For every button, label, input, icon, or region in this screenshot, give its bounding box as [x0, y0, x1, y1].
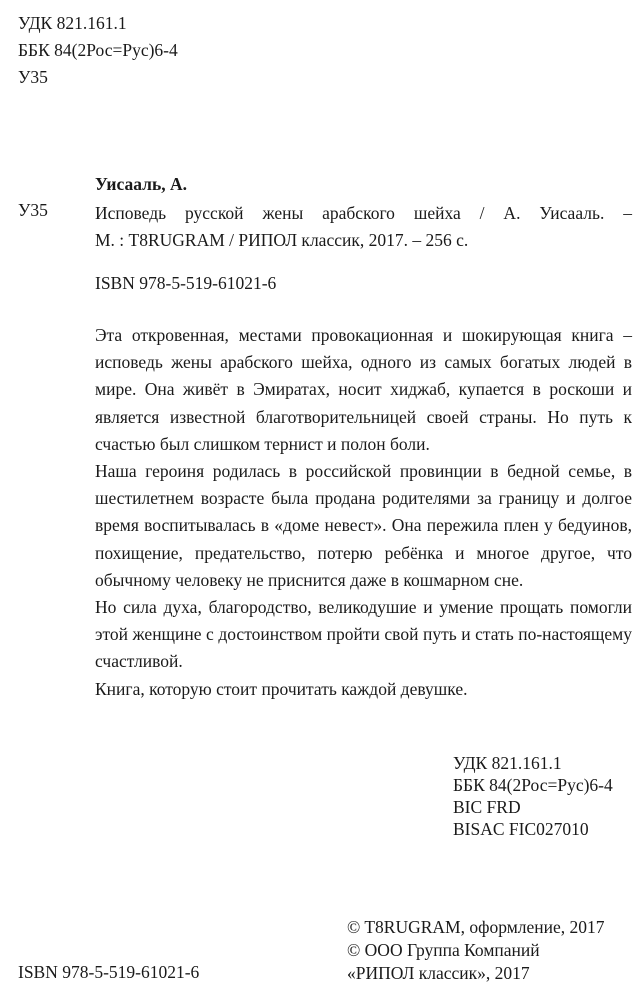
bic-code: BIC FRD [453, 797, 521, 817]
annotation-paragraph-2: Наша героиня родилась в российской провинции в бедной семье, в шестилетнем возрасте была продана родителями за границу и долгое время воспитывалась в «доме невест». Она пережила плен у бедуинов, похищение, предательство, потерю ребёнка и многое другое, что обычному человеку не приснится даже в кошмарном сне. [95, 461, 632, 590]
copyright-line-2: © ООО Группа Компаний [347, 940, 540, 960]
bibliographic-line-1: Исповедь русской жены арабского шейха / А. Уисааль. – [95, 203, 632, 223]
bibliographic-record [95, 200, 632, 254]
catalog-code: У35 [18, 200, 48, 220]
footer-classification-codes [453, 752, 613, 840]
annotation-paragraph-1: Эта откровенная, местами провокационная и шокирующая книга – исповедь жены арабского шейха, одного из самых богатых людей в мире. Она живёт в Эмиратах, носит хиджаб, купается в роскоши и является известной благотворительницей своей страны. Но путь к счастью был слишком тернист и полон боли. [95, 325, 632, 454]
isbn-bottom: ISBN 978-5-519-61021-6 [18, 962, 200, 982]
udc-code: УДК 821.161.1 [18, 13, 127, 33]
isbn-main: ISBN 978-5-519-61021-6 [95, 273, 277, 293]
footer-bbk-code: ББК 84(2Рос=Рус)6-4 [453, 775, 613, 795]
author-heading: Уисааль, А. [95, 174, 187, 194]
annotation-paragraph-3: Но сила духа, благородство, великодушие и умение прощать помогли этой женщине с достоинством пройти свой путь и стать по-настоящему счастливой. [95, 597, 632, 672]
annotation [95, 322, 632, 703]
author-mark: У35 [18, 67, 48, 87]
copyright-line-1: © T8RUGRAM, оформление, 2017 [347, 917, 605, 937]
bbk-code: ББК 84(2Рос=Рус)6-4 [18, 40, 178, 60]
header-classification-codes [18, 10, 178, 91]
copyright-block [347, 916, 605, 985]
bibliographic-line-2: М. : T8RUGRAM / РИПОЛ классик, 2017. – 256 с. [95, 230, 469, 250]
annotation-paragraph-4: Книга, которую стоит прочитать каждой девушке. [95, 678, 468, 699]
bisac-code: BISAC FIC027010 [453, 819, 589, 839]
copyright-line-3: «РИПОЛ классик», 2017 [347, 963, 530, 983]
footer-udc-code: УДК 821.161.1 [453, 753, 562, 773]
